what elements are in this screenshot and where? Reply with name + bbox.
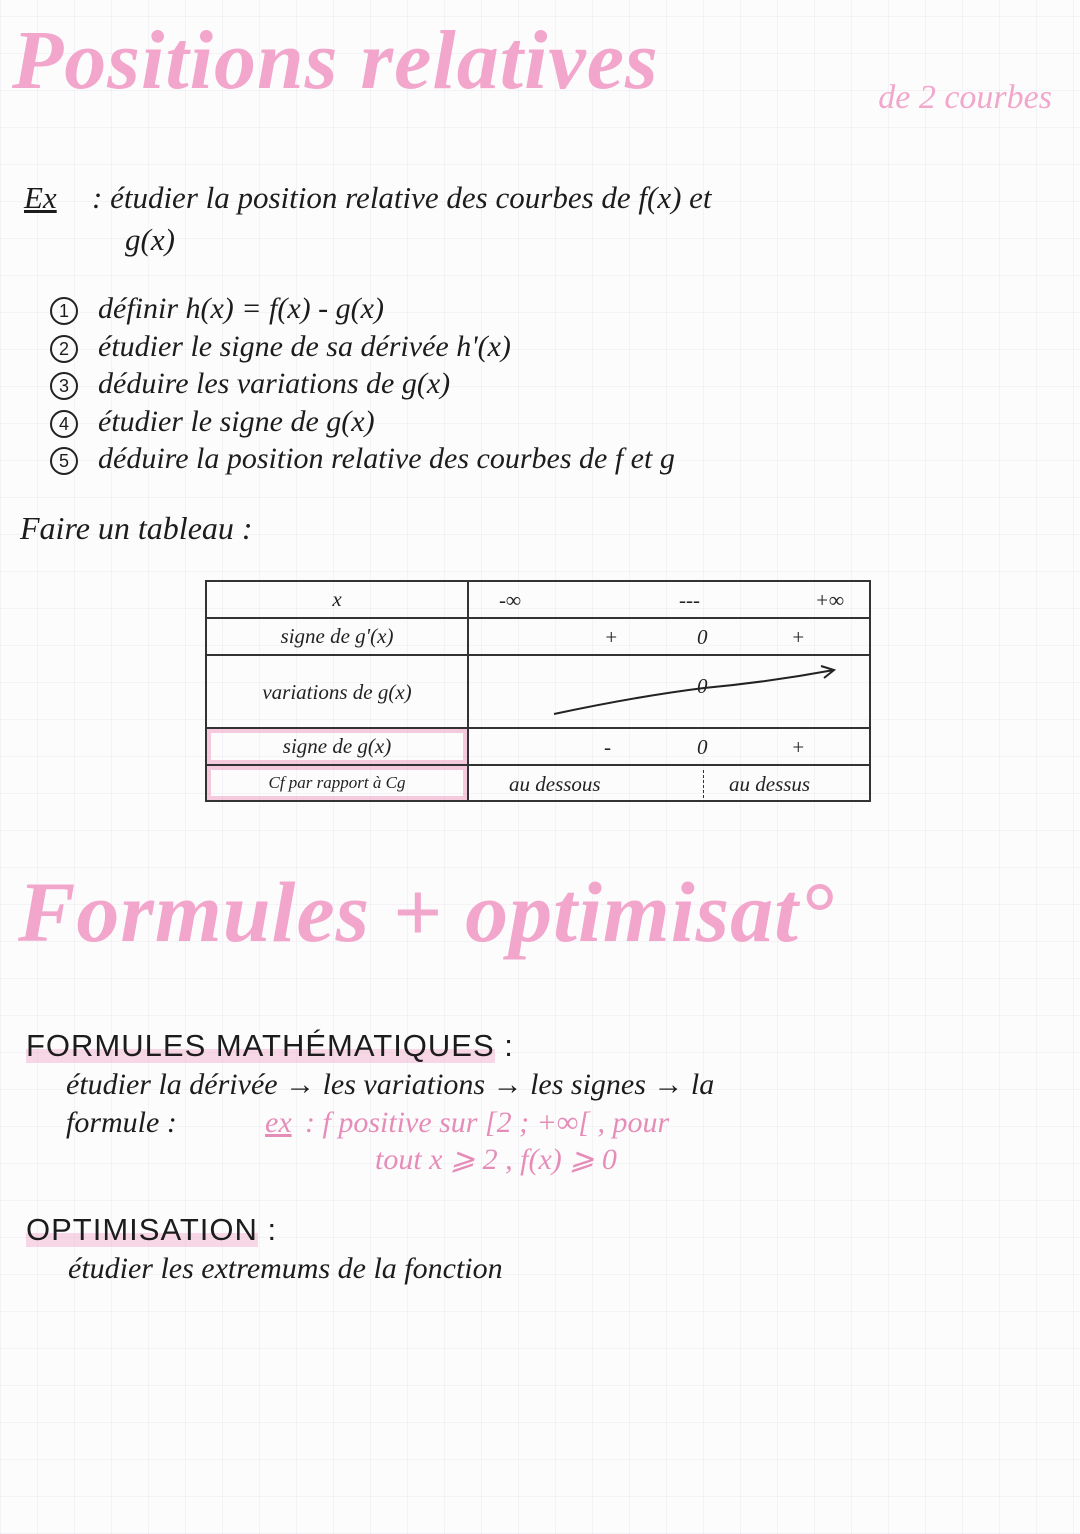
derivative-values-cell	[468, 618, 870, 655]
variation-table	[205, 580, 871, 802]
x-value: +∞	[814, 588, 844, 612]
step-item	[50, 328, 675, 366]
table-row	[206, 581, 870, 618]
sign-value: 0	[697, 735, 708, 759]
formulas-heading-text: FORMULES MATHÉMATIQUES	[26, 1028, 495, 1063]
main-title: Positions relatives	[12, 14, 659, 107]
exercise-label: Ex	[24, 180, 57, 215]
x-values-cell	[468, 581, 870, 618]
step-number: 1	[50, 297, 78, 325]
variations-cell	[468, 655, 870, 728]
table-row	[206, 618, 870, 655]
variations-zero: 0	[697, 674, 708, 698]
derivative-value: 0	[697, 625, 708, 649]
step-text: déduire la position relative des courbes de f et g	[98, 442, 675, 475]
example-line2: tout x ⩾ 2 , f(x) ⩾ 0	[375, 1143, 617, 1176]
step-text: déduire les variations de g(x)	[98, 367, 451, 400]
x-value: -∞	[499, 588, 521, 612]
step-text: définir h(x) = f(x) - g(x)	[98, 292, 384, 325]
position-values-cell	[468, 765, 870, 801]
derivative-value: +	[791, 625, 806, 649]
example-label: ex	[265, 1106, 292, 1139]
optimisation-heading: OPTIMISATION :	[26, 1212, 278, 1247]
formulas-line1: étudier la dérivée → les variations → les signes → la	[66, 1068, 715, 1101]
step-text: étudier le signe de sa dérivée h'(x)	[98, 329, 511, 363]
step-item	[50, 365, 675, 403]
step-item	[50, 290, 675, 328]
step-item	[50, 403, 675, 441]
sign-value: -	[604, 735, 611, 759]
x-value: ---	[679, 588, 700, 612]
second-title: Formules + optimisat°	[18, 864, 835, 960]
exercise-line2: g(x)	[125, 222, 175, 257]
derivative-value: +	[604, 625, 619, 649]
table-intro: Faire un tableau :	[20, 510, 253, 546]
step-number: 2	[50, 335, 78, 363]
step-item	[50, 440, 675, 478]
formulas-line2: formule :	[66, 1106, 177, 1139]
increasing-arrow-icon	[469, 656, 909, 729]
step-number: 3	[50, 372, 78, 400]
steps-list	[50, 290, 675, 478]
sign-values-cell	[468, 728, 870, 765]
step-text: étudier le signe de g(x)	[98, 404, 375, 438]
step-number: 4	[50, 410, 78, 438]
position-value: au dessous	[509, 772, 601, 796]
derivative-label: signe de g'(x)	[206, 618, 468, 655]
exercise-line1: : étudier la position relative des courbes de f(x) et	[92, 180, 712, 215]
main-title-note: de 2 courbes	[878, 79, 1052, 116]
divider	[703, 770, 704, 798]
table-row	[206, 765, 870, 801]
variations-label: variations de g(x)	[206, 655, 468, 728]
step-number: 5	[50, 447, 78, 475]
table-row	[206, 728, 870, 765]
formulas-heading: FORMULES MATHÉMATIQUES :	[26, 1028, 514, 1063]
optimisation-heading-text: OPTIMISATION	[26, 1212, 258, 1247]
x-label: x	[206, 581, 468, 618]
sign-label: signe de g(x)	[206, 728, 468, 765]
table-row	[206, 655, 870, 728]
optimisation-line: étudier les extremums de la fonction	[68, 1252, 503, 1285]
position-value: au dessus	[729, 772, 811, 796]
sign-value: +	[791, 735, 806, 759]
position-label: Cf par rapport à Cg	[206, 765, 468, 801]
example-line1: : f positive sur [2 ; +∞[ , pour	[305, 1106, 670, 1139]
